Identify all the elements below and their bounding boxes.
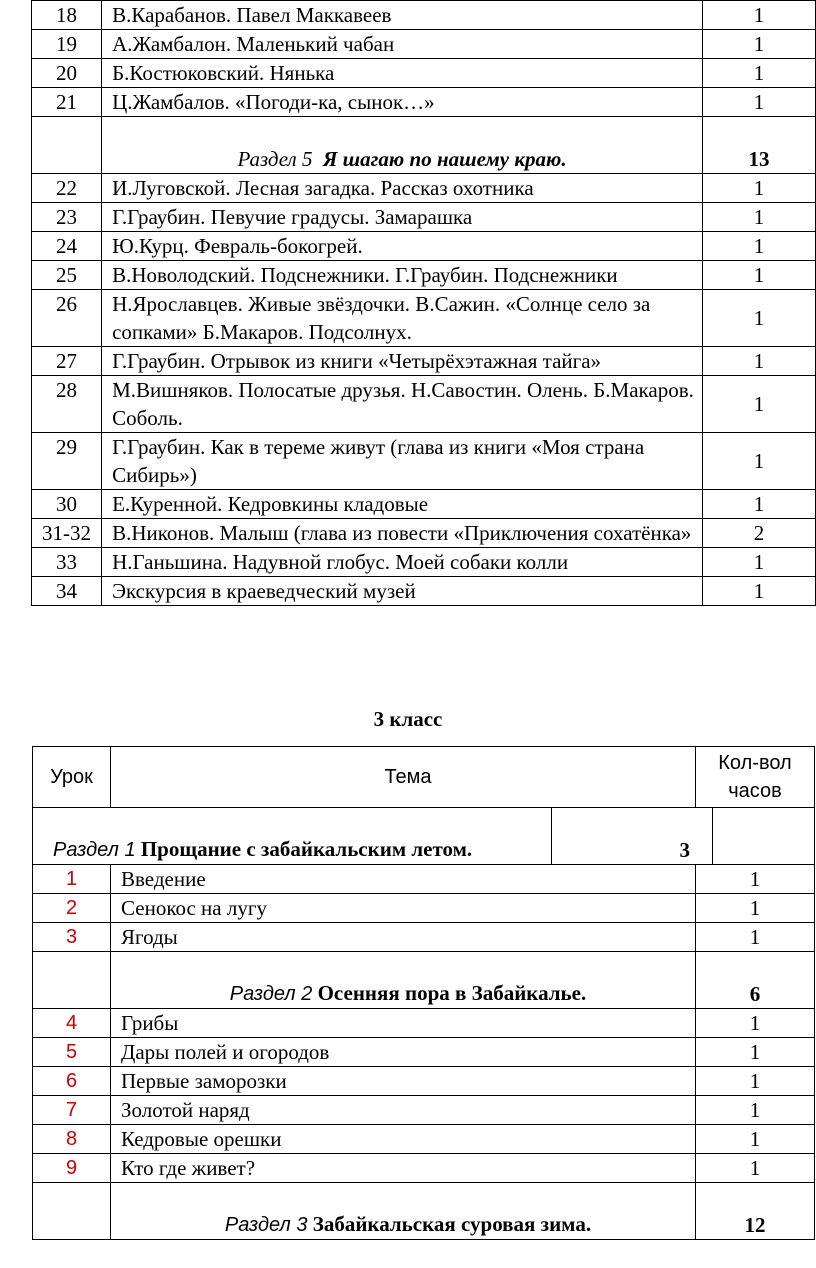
lesson-number: 27 — [32, 347, 102, 376]
lesson-hours: 1 — [696, 1038, 815, 1067]
lesson-number: 21 — [32, 88, 102, 117]
lesson-topic: М.Вишняков. Полосатые друзья. Н.Савостин. Олень. Б.Макаров. Соболь. — [102, 376, 703, 433]
header-topic: Тема — [111, 747, 696, 808]
table-row — [32, 261, 816, 290]
lesson-hours: 1 — [702, 433, 815, 490]
lesson-hours: 1 — [696, 1125, 815, 1154]
lesson-number: 28 — [32, 376, 102, 433]
lesson-topic: Золотой наряд — [111, 1096, 696, 1125]
table-row — [32, 347, 816, 376]
table-row — [33, 894, 815, 923]
lesson-hours: 1 — [696, 1067, 815, 1096]
lesson-topic: Дары полей и огородов — [111, 1038, 696, 1067]
lesson-hours: 1 — [702, 174, 815, 203]
table-row — [33, 923, 815, 952]
table-row — [32, 433, 816, 490]
lesson-number: 18 — [32, 1, 102, 30]
section-name: Забайкальская суровая зима. — [312, 1212, 592, 1236]
section-prefix: Раздел 1 — [53, 839, 136, 861]
section-number-cell — [33, 952, 111, 1009]
lesson-hours: 1 — [702, 59, 815, 88]
lesson-hours: 1 — [696, 894, 815, 923]
table-row — [33, 1096, 815, 1125]
header-row — [33, 747, 815, 808]
lesson-topic: Введение — [111, 865, 696, 894]
section-row — [33, 1183, 815, 1240]
table-row — [32, 30, 816, 59]
lesson-hours: 1 — [696, 1154, 815, 1183]
lesson-number: 5 — [33, 1038, 111, 1067]
class-heading: 3 класс — [373, 707, 443, 731]
lesson-topic: Б.Костюковский. Нянька — [102, 59, 703, 88]
lesson-hours: 1 — [702, 232, 815, 261]
lesson-hours: 1 — [702, 1, 815, 30]
lesson-topic: Ягоды — [111, 923, 696, 952]
lesson-topic: И.Луговской. Лесная загадка. Рассказ охотника — [102, 174, 703, 203]
table-row — [32, 376, 816, 433]
lesson-topic: В.Новолодский. Подснежники. Г.Граубин. Подснежники — [102, 261, 703, 290]
lesson-number: 2 — [33, 894, 111, 923]
table-row — [32, 59, 816, 88]
lesson-topic: А.Жамбалон. Маленький чабан — [102, 30, 703, 59]
lesson-hours: 1 — [702, 290, 815, 347]
table-row — [32, 174, 816, 203]
table-row — [32, 290, 816, 347]
section-title — [102, 117, 703, 174]
section-number-cell — [32, 117, 102, 174]
lesson-topic: Кто где живет? — [111, 1154, 696, 1183]
section-hours-cell — [551, 808, 713, 864]
lesson-number: 1 — [33, 865, 111, 894]
table-row — [32, 1, 816, 30]
lesson-number: 9 — [33, 1154, 111, 1183]
lesson-table-grade-2 — [31, 0, 816, 606]
lesson-hours: 1 — [702, 490, 815, 519]
table-row — [32, 232, 816, 261]
lesson-hours: 1 — [696, 1009, 815, 1038]
lesson-number: 3 — [33, 923, 111, 952]
lesson-topic: Г.Граубин. Как в тереме живут (глава из книги «Моя страна Сибирь») — [102, 433, 703, 490]
lesson-number: 23 — [32, 203, 102, 232]
lesson-number: 34 — [32, 577, 102, 606]
table-row — [32, 548, 816, 577]
lesson-number: 26 — [32, 290, 102, 347]
section-name: Прощание с забайкальским летом. — [140, 837, 473, 861]
table-row — [33, 1038, 815, 1067]
lesson-topic: Первые заморозки — [111, 1067, 696, 1096]
header-hours: Кол-вол часов — [696, 747, 815, 808]
table-row — [33, 1009, 815, 1038]
table-row — [33, 1067, 815, 1096]
lesson-number: 4 — [33, 1009, 111, 1038]
section-hours: 3 — [679, 838, 690, 862]
section-row — [33, 952, 815, 1009]
lesson-topic: В.Никонов. Малыш (глава из повести «Приключения сохатёнка» — [102, 519, 703, 548]
section-row — [32, 117, 816, 174]
lesson-topic: Е.Куренной. Кедровкины кладовые — [102, 490, 703, 519]
lesson-topic: Н.Ярославцев. Живые звёздочки. В.Сажин. «Солнце село за сопками» Б.Макаров. Подсолнух. — [102, 290, 703, 347]
lesson-hours: 2 — [702, 519, 815, 548]
lesson-topic: Кедровые орешки — [111, 1125, 696, 1154]
lesson-number: 20 — [32, 59, 102, 88]
table-row — [32, 577, 816, 606]
lesson-topic: Ц.Жамбалов. «Погоди-ка, сынок…» — [102, 88, 703, 117]
section-prefix: Раздел 5 — [237, 147, 313, 171]
lesson-hours: 1 — [702, 548, 815, 577]
lesson-number: 7 — [33, 1096, 111, 1125]
header-lesson: Урок — [33, 747, 111, 808]
section-row — [33, 808, 815, 865]
lesson-number: 6 — [33, 1067, 111, 1096]
section-hours: 13 — [702, 117, 815, 174]
lesson-hours: 1 — [702, 261, 815, 290]
lesson-number: 25 — [32, 261, 102, 290]
lesson-hours: 1 — [702, 88, 815, 117]
lesson-number: 30 — [32, 490, 102, 519]
section-number-cell — [33, 1183, 111, 1240]
lesson-topic: Г.Граубин. Отрывок из книги «Четырёхэтажная тайга» — [102, 347, 703, 376]
section-prefix: Раздел 2 — [229, 983, 313, 1005]
table-row — [32, 88, 816, 117]
table-row — [32, 490, 816, 519]
lesson-hours: 1 — [696, 923, 815, 952]
section-title — [111, 1183, 696, 1240]
section-name: Я шагаю по нашему краю. — [322, 147, 567, 171]
table-row — [33, 1125, 815, 1154]
lesson-hours: 1 — [696, 865, 815, 894]
lesson-number: 31-32 — [32, 519, 102, 548]
section-hours: 6 — [696, 952, 815, 1009]
lesson-topic: Ю.Курц. Февраль-бокогрей. — [102, 232, 703, 261]
lesson-topic: Грибы — [111, 1009, 696, 1038]
table-row — [33, 1154, 815, 1183]
lesson-hours: 1 — [702, 347, 815, 376]
section-name: Осенняя пора в Забайкалье. — [317, 981, 587, 1005]
lesson-hours: 1 — [702, 30, 815, 59]
table-row — [32, 203, 816, 232]
lesson-number: 22 — [32, 174, 102, 203]
lesson-number: 24 — [32, 232, 102, 261]
lesson-topic: Экскурсия в краеведческий музей — [102, 577, 703, 606]
lesson-hours: 1 — [702, 376, 815, 433]
lesson-table-grade-3 — [32, 746, 815, 1240]
lesson-number: 19 — [32, 30, 102, 59]
section-cell — [33, 808, 815, 865]
lesson-hours: 1 — [702, 577, 815, 606]
lesson-hours: 1 — [702, 203, 815, 232]
table-row — [32, 519, 816, 548]
lesson-number: 29 — [32, 433, 102, 490]
lesson-topic: Г.Граубин. Певучие градусы. Замарашка — [102, 203, 703, 232]
lesson-topic: Сенокос на лугу — [111, 894, 696, 923]
lesson-topic: Н.Ганьшина. Надувной глобус. Моей собаки колли — [102, 548, 703, 577]
lesson-number: 33 — [32, 548, 102, 577]
table-row — [33, 865, 815, 894]
section-prefix: Раздел 3 — [224, 1214, 308, 1236]
lesson-topic: В.Карабанов. Павел Маккавеев — [102, 1, 703, 30]
lesson-number: 8 — [33, 1125, 111, 1154]
section-hours: 12 — [696, 1183, 815, 1240]
section-title — [33, 835, 551, 864]
lesson-hours: 1 — [696, 1096, 815, 1125]
section-title — [111, 952, 696, 1009]
